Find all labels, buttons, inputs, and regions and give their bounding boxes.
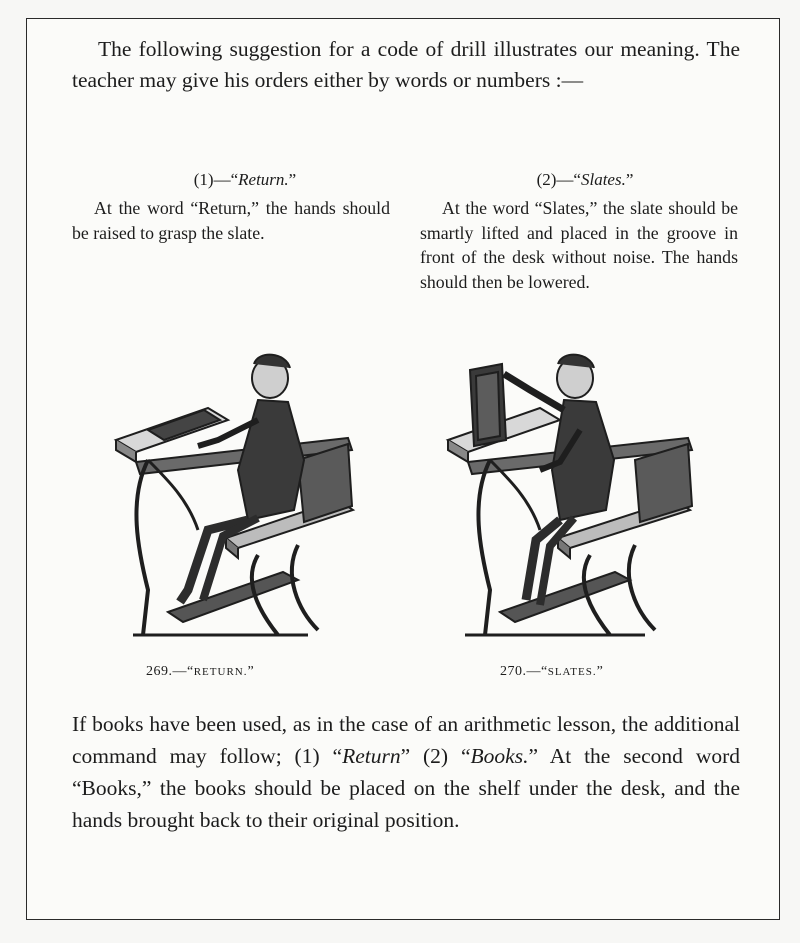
left-heading-prefix: (1)—“ [193, 170, 239, 189]
right-column-heading [470, 170, 700, 190]
right-heading-word: Slates. [580, 170, 626, 189]
left-heading-suffix: ” [288, 170, 297, 189]
left-heading-word: Return. [238, 170, 289, 189]
intro-paragraph [72, 34, 740, 96]
outro-part2: ” (2) “ [400, 744, 471, 768]
left-column-heading [130, 170, 360, 190]
figure-270-number: 270.—“ [500, 664, 548, 679]
outro-cmd-books: Books. [470, 744, 529, 768]
outro-paragraph [72, 708, 740, 836]
intro-text: The following suggestion for a code of drill illustrates our meaning. The teacher may give his orders either by words or numbers :— [72, 37, 740, 92]
figure-269-number: 269.—“ [146, 664, 194, 679]
outro-cmd-return: Return [342, 744, 401, 768]
figure-270-caption [500, 664, 603, 680]
figure-270-close: ” [596, 664, 604, 679]
figure-269-label: RETURN. [193, 666, 248, 678]
right-heading-prefix: (2)—“ [536, 170, 581, 189]
outro-part3: ” At the second word “Books,” the books should be placed on the shelf under the desk, and the hands brought back to their original position. [72, 744, 741, 832]
outro-part1: If books have been used, as in the case of an arithmetic lesson, the additional command may follow; (1) “ [72, 712, 740, 768]
figure-270-label: SLATES. [547, 666, 597, 678]
figure-slates-illustration [440, 350, 700, 650]
right-column-body: At the word “Slates,” the slate should be smartly lifted and placed in the groove in front of the desk without noise. The hands should then be lowered. [420, 198, 738, 292]
right-heading-suffix: ” [625, 170, 634, 189]
left-column-body: At the word “Return,” the hands should be raised to grasp the slate. [72, 198, 390, 243]
figure-269-close: ” [247, 664, 255, 679]
figure-269-caption [146, 664, 254, 680]
figure-return-illustration [108, 350, 358, 650]
